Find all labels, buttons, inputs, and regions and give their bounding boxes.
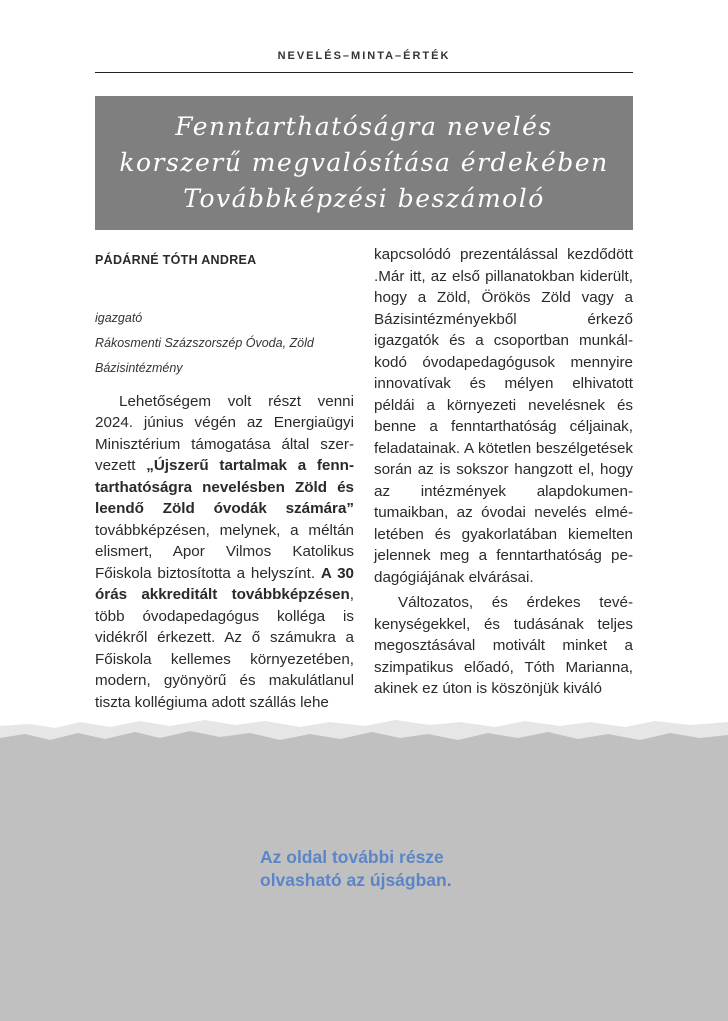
- left-column: [95, 244, 354, 713]
- right-column: [374, 244, 633, 700]
- title-line-3: Továbbképzési beszámoló: [183, 184, 545, 213]
- body-paragraph-1: [95, 391, 354, 714]
- author-institution-line-1: Rákosmenti Százszorszép Óvoda, Zöld: [95, 335, 314, 350]
- body-text: , több óvodapedagógus kolléga is vidékről érkezett. Az ő számukra a Főiskola kellemes környezetében, modern, gyönyörű és makulátlanul tiszta kollégiuma adott szállás lehe: [95, 586, 354, 711]
- author-name: PÁDÁRNÉ TÓTH ANDREA: [95, 253, 257, 267]
- section-header-label: NEVELÉS–MINTA–ÉRTÉK: [277, 50, 451, 62]
- author-role: igazgató: [95, 310, 143, 325]
- continuation-notice: [260, 846, 580, 892]
- continuation-line-2: olvasható az újságban.: [260, 870, 452, 890]
- article-title-box: [95, 96, 633, 230]
- body-text: továbbképzésen, melynek, a méltán elismert, Apor Vilmos Katolikus Főiskola biztosította a helyszínt.: [95, 521, 354, 582]
- accreditation-bold: A 30 órás akkreditált továbbképzésen: [95, 564, 354, 603]
- course-title-bold: „Újszerű tartalmak a fenntarthatóságra nevelésben Zöld és leendő Zöld óvodák számára”: [95, 457, 354, 517]
- header-divider: [95, 72, 633, 73]
- continuation-line-1: Az oldal további része: [260, 847, 444, 867]
- body-text: Lehetőségem volt részt venni 2024. június végén az Energiaügyi Minisztérium támogatása által szervezett: [95, 392, 354, 474]
- body-paragraph-3: Változatos, és érdekes tevékenységekkel, és tudásának teljes megosztásával motivált minket a szimpatikus előadó, Tóth Marianna, akinek ez úton is köszönjük kiváló: [374, 594, 633, 697]
- body-paragraph-2: kapcsolódó prezentálással kezdődött .Már itt, az első pillanatokban kiderült, hogy a Zöld, Örökös Zöld vagy a Bázisintézményekből érkező igazgatók és a csoportban munkálkodó óvodapedagógusok mennyire innovatívak és mélyen elhivatott példái a környezeti nevelésnek és benne a fenntarthatóság céljainak, feladatainak. A kötetlen beszélgetések során az is sokszor hangzott el, hogy az intézmények alapdokumentumaikban, az óvodai nevelés elméletében és gyakorlatában kiemelten jelennek meg a fenntarthatóság pedagógiájának elvárásai.: [374, 246, 633, 586]
- title-line-2: korszerű megvalósítása érdekében: [119, 148, 609, 177]
- title-line-1: Fenntarthatóságra nevelés: [175, 112, 553, 141]
- author-institution-line-2: Bázisintézmény: [95, 360, 183, 375]
